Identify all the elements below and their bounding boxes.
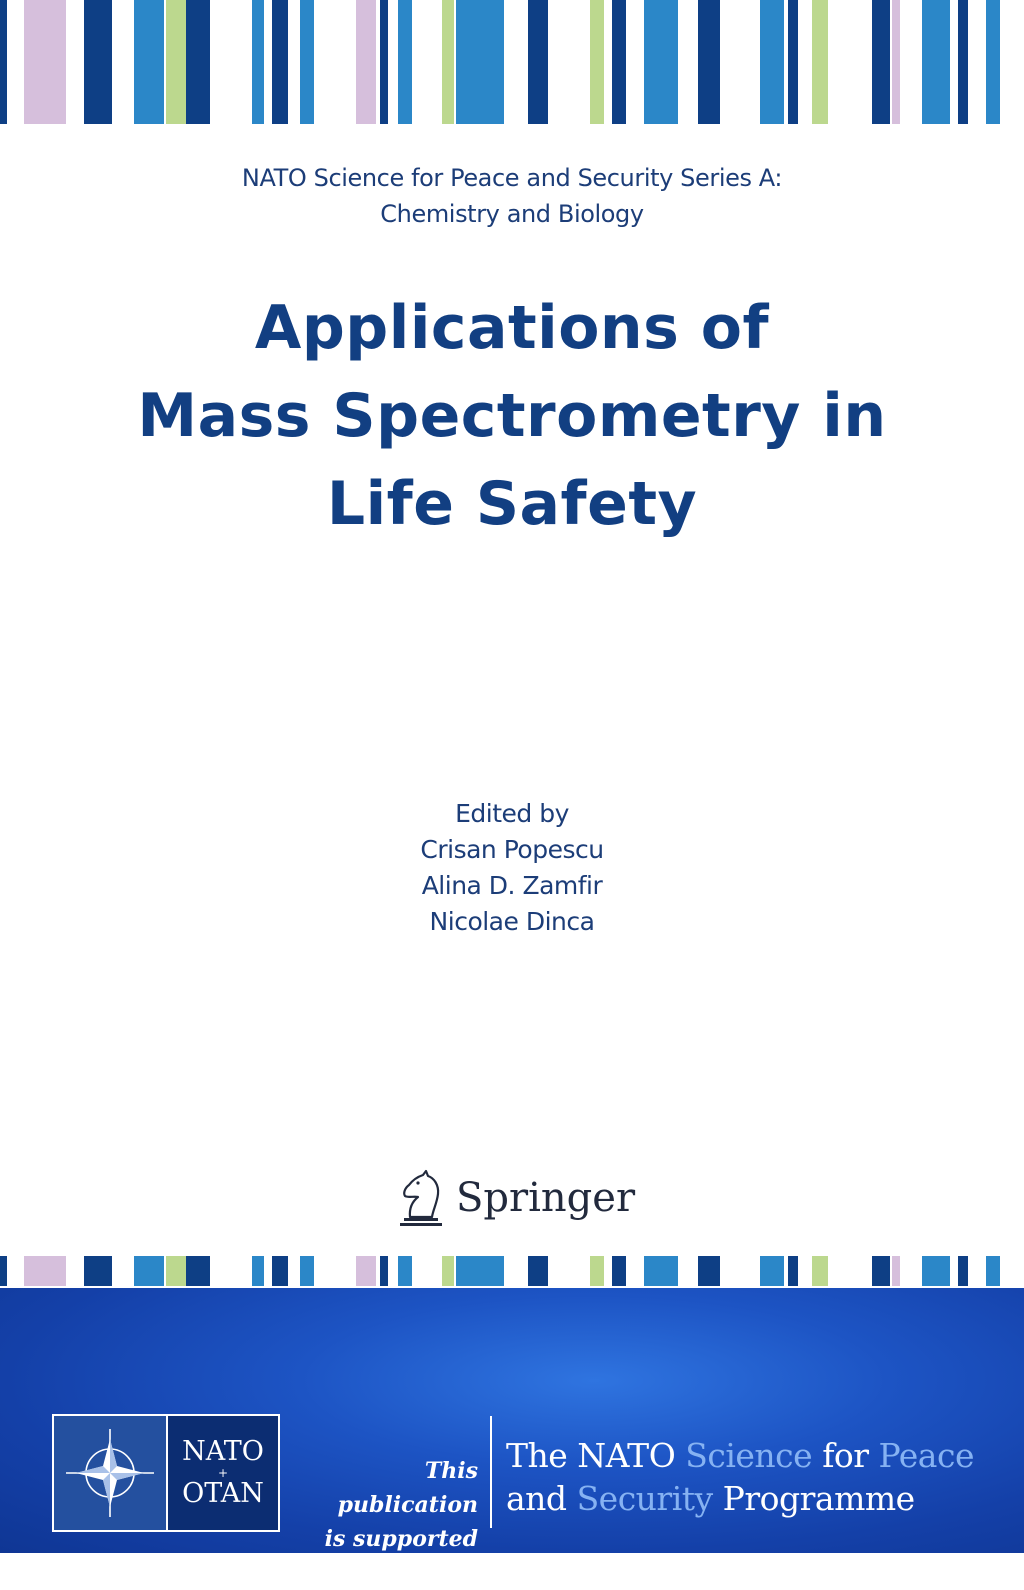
stripe-bar: [186, 0, 210, 124]
stripe-bar: [272, 0, 288, 124]
programme-word: for: [822, 1436, 869, 1475]
stripe-bar: [252, 1256, 264, 1286]
programme-word: and: [506, 1479, 567, 1518]
stripe-bar: [0, 1256, 7, 1286]
stripe-bar: [356, 0, 376, 124]
editor-name: Alina D. Zamfir: [421, 871, 603, 900]
stripe-bar: [134, 0, 164, 124]
book-title-line-3: Life Safety: [326, 469, 698, 539]
supported-by-text: [300, 1454, 478, 1590]
stripe-bar: [958, 1256, 968, 1286]
mid-stripe-band: [0, 1256, 1024, 1286]
stripe-bar: [590, 1256, 604, 1286]
stripe-bar: [760, 0, 784, 124]
knight-horse-icon: [396, 1169, 446, 1227]
stripe-bar: [958, 0, 968, 124]
programme-word-highlight: Security: [576, 1479, 713, 1518]
editor-name: Nicolae Dinca: [429, 907, 595, 936]
stripe-bar: [134, 1256, 164, 1286]
stripe-bar: [760, 1256, 784, 1286]
book-title: [0, 284, 1024, 548]
editor-name: Crisan Popescu: [420, 835, 604, 864]
stripe-bar: [644, 1256, 678, 1286]
stripe-bar: [356, 1256, 376, 1286]
stripe-bar: [272, 1256, 288, 1286]
publisher-logo: [396, 1166, 635, 1230]
otan-label: OTAN: [182, 1478, 264, 1509]
programme-word-highlight: Science: [685, 1436, 813, 1475]
stripe-bar: [24, 0, 66, 124]
series-title: [0, 160, 1024, 232]
stripe-bar: [986, 0, 1000, 124]
programme-name: [506, 1434, 1006, 1520]
stripe-bar: [398, 0, 412, 124]
stripe-bar: [166, 1256, 186, 1286]
programme-word: Programme: [722, 1479, 915, 1518]
nato-otan-text: [168, 1416, 278, 1530]
stripe-bar: [872, 1256, 890, 1286]
book-title-line-1: Applications of: [254, 293, 770, 363]
stripe-bar: [528, 0, 548, 124]
nato-otan-logo: [52, 1414, 280, 1532]
stripe-bar: [986, 1256, 1000, 1286]
stripe-bar: [456, 1256, 504, 1286]
stripe-bar: [24, 1256, 66, 1286]
edited-by-label: Edited by: [455, 799, 569, 828]
supported-line-2: is supported by:: [324, 1526, 478, 1586]
stripe-bar: [892, 1256, 900, 1286]
editors-block: [0, 796, 1024, 940]
stripe-bar: [380, 0, 388, 124]
stripe-bar: [380, 1256, 388, 1286]
stripe-bar: [398, 1256, 412, 1286]
supported-line-1: This publication: [337, 1458, 478, 1518]
nato-label: NATO: [182, 1436, 264, 1467]
stripe-bar: [612, 0, 626, 124]
stripe-bar: [922, 1256, 950, 1286]
stripe-bar: [166, 0, 186, 124]
stripe-bar: [442, 1256, 454, 1286]
stripe-bar: [698, 0, 720, 124]
stripe-bar: [456, 0, 504, 124]
stripe-bar: [812, 0, 828, 124]
logo-separator: +: [217, 1466, 229, 1480]
stripe-bar: [442, 0, 454, 124]
stripe-bar: [300, 1256, 314, 1286]
series-line-2: Chemistry and Biology: [380, 200, 644, 228]
footer-band: [0, 1288, 1024, 1586]
programme-word: The NATO: [506, 1436, 676, 1475]
publisher-name: Springer: [456, 1175, 636, 1221]
stripe-bar: [84, 0, 112, 124]
footer-divider: [490, 1416, 492, 1528]
stripe-bar: [0, 0, 7, 124]
stripe-bar: [252, 0, 264, 124]
stripe-bar: [812, 1256, 828, 1286]
stripe-bar: [922, 0, 950, 124]
top-stripe-band: [0, 0, 1024, 124]
stripe-bar: [788, 0, 798, 124]
stripe-bar: [612, 1256, 626, 1286]
stripe-bar: [892, 0, 900, 124]
stripe-bar: [84, 1256, 112, 1286]
stripe-bar: [186, 1256, 210, 1286]
book-title-line-2: Mass Spectrometry in: [137, 381, 887, 451]
series-line-1: NATO Science for Peace and Security Series A:: [241, 164, 783, 192]
stripe-bar: [788, 1256, 798, 1286]
stripe-bar: [590, 0, 604, 124]
stripe-bar: [644, 0, 678, 124]
stripe-bar: [300, 0, 314, 124]
stripe-bar: [528, 1256, 548, 1286]
programme-word-highlight: Peace: [878, 1436, 974, 1475]
stripe-bar: [698, 1256, 720, 1286]
stripe-bar: [872, 0, 890, 124]
nato-compass-star-icon: [54, 1416, 168, 1530]
